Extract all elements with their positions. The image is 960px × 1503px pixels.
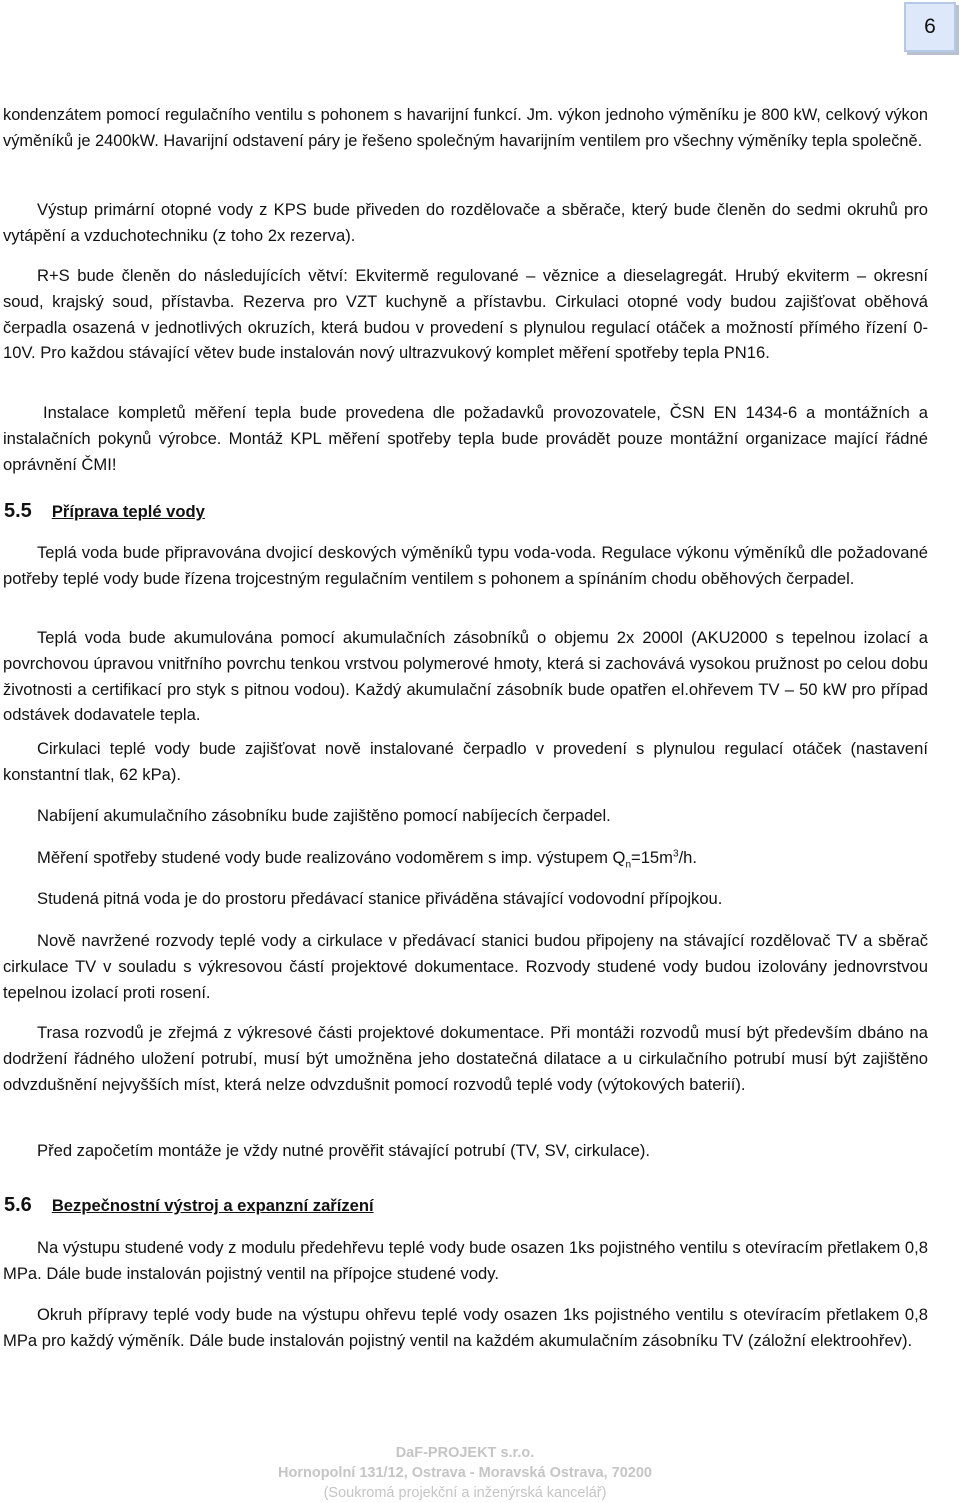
meter-text: Měření spotřeby studené vody bude realizováno vodoměrem s imp. výstupem Q (37, 848, 626, 867)
meter-value: =15m (631, 848, 673, 867)
section-heading-5-6 (4, 1194, 374, 1217)
meter-unit: /h. (678, 848, 698, 867)
paragraph-exchanger-condensate: kondenzátem pomocí regulačního ventilu s pohonem s havarijní funkcí. Jm. výkon jednoho výměníku je 800 kW, celkový výkon výměníků je 2400kW. Havarijní odstavení páry je řešeno společným havarijním ventilem pro všechny výměníky tepla společně. (3, 106, 928, 150)
paragraph-hot-water-prep: Teplá voda bude připravována dvojicí deskových výměníků typu voda-voda. Regulace výkonu výměníků dle požadované potřeby teplé vody bude řízena trojcestným regulačním ventilem s pohonem a spínáním chodu oběhových čerpadel. (3, 543, 928, 588)
footer-note: (Soukromá projekční a inženýrská kancelář) (323, 1485, 607, 1501)
footer-address: Hornopolní 131/12, Ostrava - Moravská Ostrava, 70200 (278, 1465, 652, 1481)
footer-company: DaF-PROJEKT s.r.o. (395, 1445, 535, 1461)
section-number: 5.5 (4, 500, 32, 522)
paragraph-primary-outlet: Výstup primární otopné vody z KPS bude přiveden do rozdělovače a sběrače, který bude členěn do sedmi okruhů pro vytápění a vzduchotechniku (z toho 2x rezerva). (3, 200, 928, 245)
paragraph-accumulation: Teplá voda bude akumulována pomocí akumulačních zásobníků o objemu 2x 2000l (AKU2000 s tepelnou izolací a povrchovou úpravou vnitřního povrchu tenkou vrstvou polymerové hmoty, která si zachovává vysokou pružnost po celou dobu životnosti a certifikací pro styk s pitnou vodou). Každý akumulační zásobník bude opatřen el.ohřevem TV – 50 kW pro případ odstávek dodavatele tepla. (3, 628, 928, 725)
paragraph-cold-water-supply: Studená pitná voda je do prostoru předávací stanice přiváděna stávající vodovodní přípojkou. (37, 889, 723, 908)
paragraph-charging: Nabíjení akumulačního zásobníku bude zajištěno pomocí nabíjecích čerpadel. (37, 806, 611, 825)
meter-superscript: 3 (673, 848, 679, 860)
paragraph-new-distribution: Nově navržené rozvody teplé vody a cirkulace v předávací stanici budou připojeny na stávající rozdělovač TV a sběrač cirkulace TV v souladu s výkresovou částí projektové dokumentace. Rozvody studené vody budou izolovány jednovrstvou tepelnou izolací proti rosení. (3, 931, 928, 1002)
page-footer (0, 1443, 930, 1503)
paragraph-hot-water-safety-valve: Okruh přípravy teplé vody bude na výstupu ohřevu teplé vody osazen 1ks pojistného ventilu s otevíracím přetlakem 0,8 MPa pro každý výměník. Dále bude instalován pojistný ventil na každém akumulačním zásobníku TV (záložní elektroohřev). (3, 1305, 928, 1350)
section-number: 5.6 (4, 1194, 32, 1216)
page-number-badge: 6 (904, 2, 956, 52)
section-heading-5-5 (4, 500, 205, 523)
paragraph-cold-water-safety-valve: Na výstupu studené vody z modulu předehřevu teplé vody bude osazen 1ks pojistného ventilu s otevíracím přetlakem 0,8 MPa. Dále bude instalován pojistný ventil na přípojce studené vody. (3, 1238, 928, 1283)
paragraph-heat-metering: Instalace kompletů měření tepla bude provedena dle požadavků provozovatele, ČSN EN 1434-6 a montážních a instalačních pokynů výrobce. Montáž KPL měření spotřeby tepla bude provádět pouze montážní organizace mající řádné oprávnění ČMI! (3, 403, 928, 474)
paragraph-cold-water-meter (3, 845, 928, 871)
section-title: Bezpečnostní výstroj a expanzní zařízení (51, 1196, 374, 1215)
paragraph-before-installation: Před započetím montáže je vždy nutné prověřit stávající potrubí (TV, SV, cirkulace). (37, 1141, 651, 1160)
paragraph-branches: R+S bude členěn do následujících větví: Ekvitermě regulované – věznice a dieselagregát. Hrubý ekviterm – okresní soud, krajský soud, přístavba. Rezerva pro VZT kuchyně a přístavbu. Cirkulaci otopné vody budou zajišťovat oběhová čerpadla osazená v jednotlivých okruzích, která budou v provedení s plynulou regulací otáček a možností přímého řízení 0-10V. Pro každou stávající větev bude instalován nový ultrazvukový komplet měření spotřeby tepla PN16. (3, 266, 928, 363)
section-title: Příprava teplé vody (51, 502, 205, 521)
paragraph-routing: Trasa rozvodů je zřejmá z výkresové části projektové dokumentace. Při montáži rozvodů musí být především dbáno na dodržení řádného uložení potrubí, musí být umožněna jeho dostatečná dilatace a u cirkulačního potrubí musí být zajištěno odvzdušnění nejvyšších míst, která nelze odvzdušnit pomocí rozvodů teplé vody (výtokových baterií). (3, 1023, 928, 1094)
paragraph-circulation: Cirkulaci teplé vody bude zajišťovat nově instalované čerpadlo v provedení s plynulou regulací otáček (nastavení konstantní tlak, 62 kPa). (3, 739, 928, 784)
meter-subscript: n (625, 859, 632, 871)
